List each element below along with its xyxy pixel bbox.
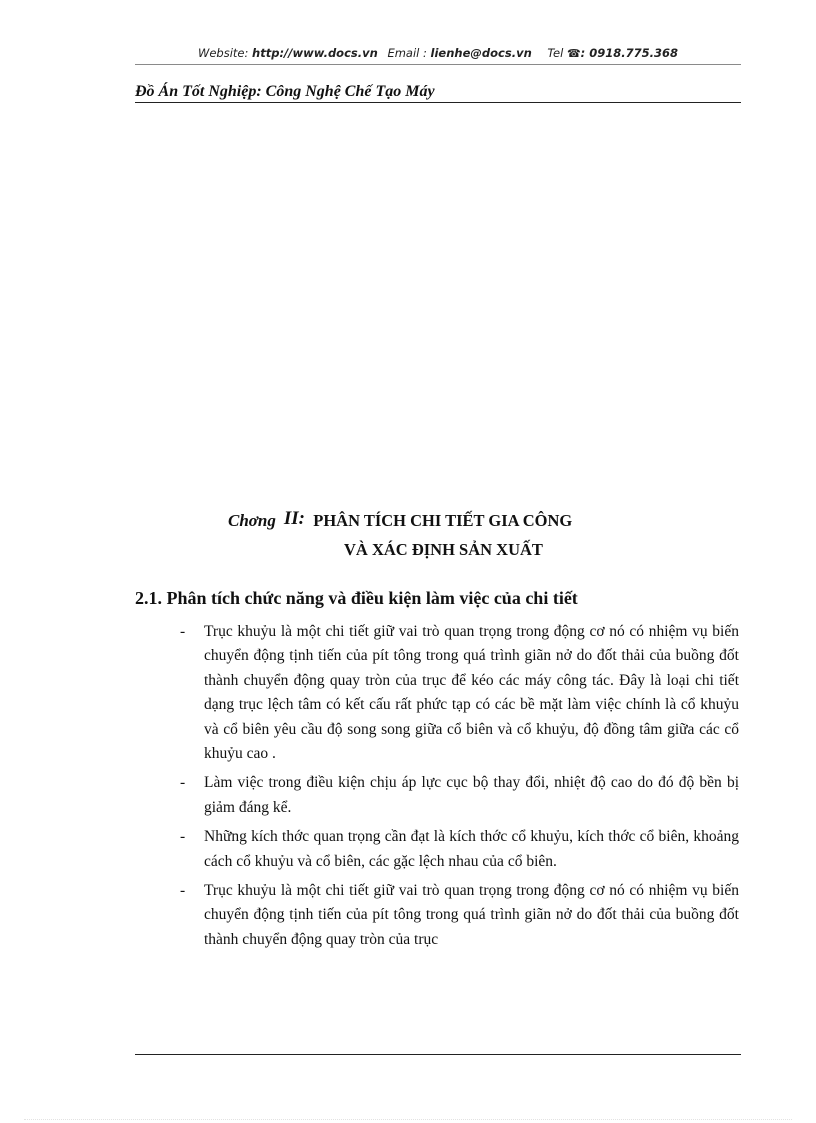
section-item-list: [180, 620, 739, 957]
tel-label: Tel: [547, 46, 564, 60]
footer-rule: [135, 1054, 741, 1055]
phone-icon: ☎: [566, 47, 581, 60]
website-label: Website:: [197, 46, 249, 60]
section-heading: 2.1. Phân tích chức năng và điều kiện làm việc của chi tiết: [135, 588, 578, 608]
tel-number: : 0918.775.368: [580, 46, 679, 60]
website-link[interactable]: http://www.docs.vn: [252, 46, 378, 60]
chapter-heading: [228, 510, 572, 532]
list-item: [180, 771, 739, 820]
dash-bullet: -: [180, 623, 186, 640]
chapter-label: Chơng: [228, 511, 276, 530]
email-link[interactable]: lienhe@docs.vn: [430, 46, 532, 60]
dash-bullet: -: [180, 882, 186, 900]
page-header-contact: [135, 46, 741, 65]
chapter-title-line-1: PHÂN TÍCH CHI TIẾT GIA CÔNG: [313, 511, 573, 530]
list-item: [180, 620, 739, 766]
list-item-text: Trục khuỷu là một chi tiết giữ vai trò quan trọng trong động cơ nó có nhiệm vụ biến chuyển động tịnh tiến của pít tông trong quá trình giãn nở do đốt thải của buồng đốt thành chuyển động quay tròn của trục: [204, 882, 739, 948]
email-label: Email :: [387, 46, 427, 60]
list-item-text: Trục khuỷu là một chi tiết giữ vai trò quan trọng trong động cơ nó có nhiệm vụ biến chuyển động tịnh tiến của pít tông trong quá trình giãn nở do đốt thải của buồng đốt thành chuyển động quay tròn của trục để kéo các máy công tác. Đây là loại chi tiết dạng trục lệch tâm có kết cấu rất phức tạp có các bề mặt làm việc chính là cổ khuỷu và cổ biên yêu cầu độ song song giữa cổ biên và cổ khuỷu, độ đồng tâm giữa các cổ khuỷu cao .: [204, 623, 739, 763]
dash-bullet: -: [180, 774, 186, 792]
chapter-number: II:: [283, 508, 305, 529]
list-item: [180, 825, 739, 874]
dash-bullet: -: [180, 828, 186, 846]
list-item: [180, 879, 739, 952]
list-item-text: Những kích thớc quan trọng cần đạt là kích thớc cổ khuỷu, kích thớc cổ biên, khoảng cách cổ khuỷu và cổ biên, các gặc lệch nhau của cổ biên.: [204, 828, 739, 870]
chapter-title-line-2: VÀ XÁC ĐỊNH SẢN XUẤT: [344, 540, 543, 559]
page-bottom-dotted-line: [24, 1119, 792, 1120]
list-item-text: Làm việc trong điều kiện chịu áp lực cục bộ thay đổi, nhiệt độ cao do đó độ bền bị giảm đáng kể.: [204, 774, 739, 816]
document-title: Đồ Án Tốt Nghiệp: Công Nghệ Chế Tạo Máy: [135, 83, 741, 103]
